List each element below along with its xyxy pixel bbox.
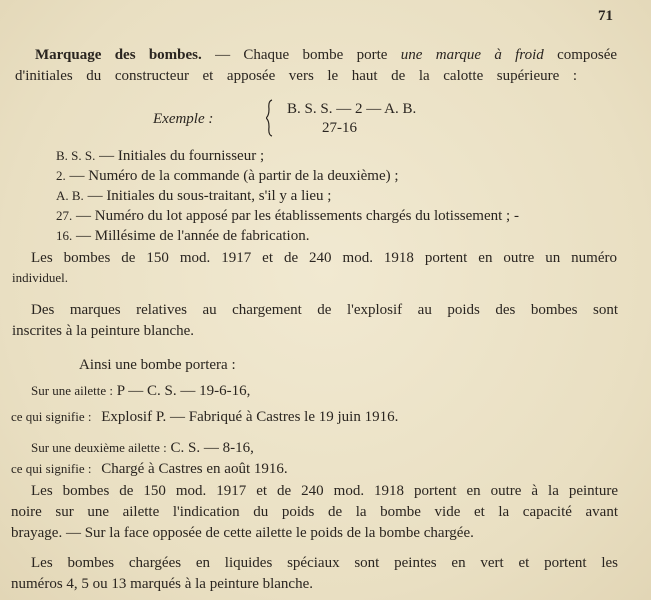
intro-italic: une marque à froid — [400, 47, 544, 63]
second-fin-value: C. S. — 8-16, — [170, 440, 254, 456]
numero-line-1: Les bombes de 150 mod. 1917 et de 240 mod. 1918 portent en outre un numéro — [31, 250, 617, 266]
legend-text: — Numéro de la commande (à partir de la deuxième) ; — [69, 168, 399, 184]
second-fin-label: Sur une deuxième ailette : — [31, 440, 167, 455]
marquage-line-1 — [35, 46, 617, 64]
example-label: Exemple : — [153, 111, 214, 127]
brace-icon — [266, 99, 274, 137]
liquides-line-2: numéros 4, 5 ou 13 marqués à la peinture blanche. — [11, 576, 313, 592]
legend-item — [56, 227, 309, 245]
example-line-1: B. S. S. — 2 — A. B. — [287, 101, 417, 117]
meaning-label: ce qui signifie : — [11, 409, 92, 424]
second-fin-line — [31, 439, 254, 457]
example-intro: Ainsi une bombe portera : — [79, 357, 236, 373]
second-fin-meaning — [11, 460, 288, 478]
legend-text: — Millésime de l'année de fabrication. — [76, 228, 310, 244]
chargement-line-2: inscrites à la peinture blanche. — [12, 323, 195, 339]
first-fin-meaning — [11, 408, 398, 426]
legend-item — [56, 207, 519, 225]
legend-code: 16. — [56, 228, 73, 243]
legend-text: — Initiales du fournisseur ; — [99, 148, 265, 164]
legend-text: — Initiales du sous-traitant, s'il y a lieu ; — [87, 188, 332, 204]
page-number: 71 — [598, 8, 613, 24]
meaning-value: Explosif P. — Fabriqué à Castres le 19 juin 1916. — [101, 409, 399, 425]
legend-code: B. S. S. — [56, 148, 96, 163]
intro-text-b: composée — [557, 47, 618, 63]
marquage-line-2: d'initiales du constructeur et apposée vers le haut de la calotte supérieure : — [15, 68, 577, 84]
peinture-line-1: Les bombes de 150 mod. 1917 et de 240 mod. 1918 portent en outre à la peinture — [31, 483, 618, 499]
first-fin-label: Sur une ailette : — [31, 383, 113, 398]
legend-code: 2. — [56, 168, 66, 183]
peinture-line-3: brayage. — Sur la face opposée de cette ailette le poids de la bombe chargée. — [11, 525, 474, 541]
legend-text: — Numéro du lot apposé par les établissements chargés du lotissement ; - — [76, 208, 519, 224]
first-fin-line — [31, 382, 250, 400]
first-fin-value: P — C. S. — 19-6-16, — [116, 383, 251, 399]
numero-line-2: individuel. — [12, 270, 68, 285]
section-heading: Marquage des bombes. — [35, 47, 202, 63]
legend-item — [56, 147, 264, 165]
legend-code: A. B. — [56, 188, 84, 203]
legend-item — [56, 187, 331, 205]
chargement-line-1: Des marques relatives au chargement de l'explosif au poids des bombes sont — [31, 302, 618, 318]
legend-code: 27. — [56, 208, 73, 223]
liquides-line-1: Les bombes chargées en liquides spéciaux sont peintes en vert et portent les — [31, 555, 618, 571]
example-line-2: 27-16 — [322, 120, 357, 136]
meaning-value: Chargé à Castres en août 1916. — [101, 461, 288, 477]
meaning-label: ce qui signifie : — [11, 461, 92, 476]
legend-item — [56, 167, 399, 185]
peinture-line-2: noire sur une ailette l'indication du poids de la bombe vide et la capacité avant — [11, 504, 618, 520]
intro-text-a: — Chaque bombe porte — [215, 47, 388, 63]
